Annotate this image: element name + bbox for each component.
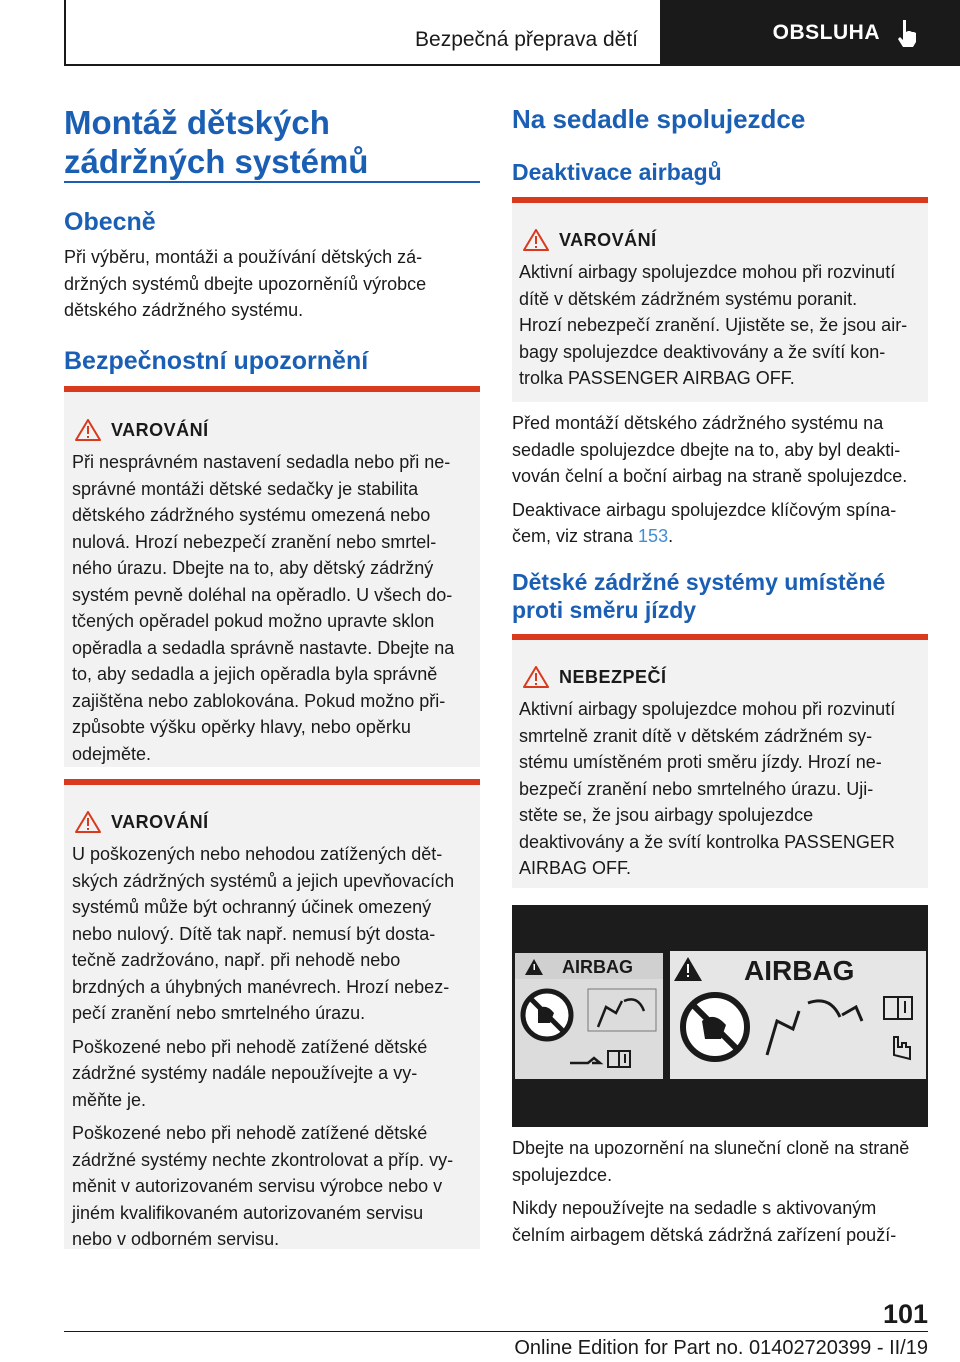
- footer-edition: Online Edition for Part no. 01402720399 - II/19: [514, 1337, 928, 1359]
- danger-title: NEBEZPEČÍ: [559, 667, 667, 687]
- warning-title: VAROVÁNÍ: [111, 812, 209, 832]
- paragraph: Dbejte na upozornění na sluneční cloně na straně spolujezdce. Nikdy nepoužívejte na sedadle s aktivovaným čelním airbagem dětská zádržná zařízení použí‐: [512, 1138, 910, 1245]
- warning-box: [64, 779, 480, 1249]
- general-heading: Obecně: [64, 208, 156, 236]
- warning-text: Při nesprávném nastavení sedadla nebo při ne‐ správné montáži dětské sedačky je stabilita dětského zádržného systému omezená nebo nulová. Hrozí nebezpečí zranění nebo smrtel‐ ného úrazu. Dbejte na to, aby dětský zádržný systém pevně doléhal na opěradlo. U všech do‐ tčených opěradel pokud možno upravte sklon opěradla a sedadla správně nastavte. Dbejte na to, aby sedadla a jejich opěradla byla správně zajištěna nebo zablokována. Pokud možno při‐ způsobte výšku opěrky hlavy, nebo opěrku odejměte.: [72, 452, 455, 764]
- section-subheading: Deaktivace airbagů: [512, 159, 722, 185]
- warning-text: U poškozených nebo nehodou zatížených dět‐ ských zádržných systémů a jejich upevňovacích systémů může být ochranný účinek omezený nebo nulový. Dítě tak např. nemusí být dosta‐ tečně zadržováno, např. při nehodě nebo brzdných a úhybných manévrech. Hrozí nebez‐ pečí zranění nebo smrtelného úrazu. Poškozené nebo při nehodě zatížené dětské zádržné systémy nadále nepoužívejte a vy‐ měňte je. Poškozené nebo při nehodě zatížené dětské zádržné systémy nechte zkontrolovat a příp. vy‐ měnit v autorizovaném servisu výrobce nebo v jiném kvalifikovaném autorizovaném servisu nebo v odborném servisu.: [72, 844, 455, 1249]
- title-rule: [64, 181, 480, 183]
- safety-heading: Bezpečnostní upozornění: [64, 347, 369, 375]
- warning-title: VAROVÁNÍ: [111, 420, 209, 440]
- section-title: Na sedadle spolujezdce: [512, 104, 806, 134]
- warning-text: Aktivní airbagy spolujezdce mohou při rozvinutí dítě v dětském zádržném systému poranit. Hrozí nebezpečí zranění. Ujistěte se, že jsou air‐ bagy spolujezdce deaktivovány a že svítí kon‐ trolka PASSENGER AIRBAG OFF.: [519, 262, 908, 388]
- airbag-label-photo: [512, 905, 928, 1127]
- footer-rule: [64, 1331, 928, 1332]
- header-rule-vertical: [64, 0, 66, 66]
- danger-box: [512, 634, 928, 888]
- paragraph: Před montáží dětského zádržného systému na sedadle spolujezdce dbejte na to, aby byl deakti‐ vován čelní a boční airbag na straně spolujezdce. Deaktivace airbagu spolujezdce klíčovým spína‐ čem, viz strana 153.: [512, 413, 908, 546]
- warning-triangle-icon: [75, 811, 101, 833]
- header-section-title: Bezpečná přeprava dětí: [415, 28, 638, 51]
- danger-text: Aktivní airbagy spolujezdce mohou při rozvinutí smrtelně zranit dítě v dětském zádržném sy‐ stému umístěném proti směru jízdy. Hrozí ne‐ bezpečí zranění nebo smrtelného úrazu. Uji‐ stěte se, že jsou airbagy spolujezdce deaktivovány a že svítí kontrolka PASSENGER AIRBAG OFF.: [519, 699, 896, 878]
- chapter-label: OBSLUHA: [772, 21, 880, 44]
- pointing-hand-icon: [894, 18, 920, 48]
- warning-box: [512, 197, 928, 402]
- warning-triangle-icon: [523, 666, 549, 688]
- page-title: Montáž dětských zádržných systémů: [64, 104, 369, 180]
- airbag-label-large-text: AIRBAG: [744, 955, 855, 986]
- general-paragraph: Při výběru, montáži a používání dětských zá‐ držných systémů dbejte upozorněníů výrobce dětského zádržného systému.: [64, 247, 427, 320]
- header-chapter-tab[interactable]: [660, 0, 960, 66]
- warning-triangle-icon: [75, 419, 101, 441]
- page-reference-link[interactable]: 153: [638, 526, 669, 546]
- page-number: 101: [882, 1299, 928, 1329]
- airbag-labels-illustration: [512, 905, 928, 1127]
- header-rule-bottom: [64, 64, 660, 66]
- warning-box: [64, 386, 480, 767]
- warning-title: VAROVÁNÍ: [559, 230, 657, 250]
- section-subheading: Dětské zádržné systémy umístěné proti směru jízdy: [512, 569, 886, 623]
- warning-triangle-icon: [523, 229, 549, 251]
- airbag-label-small-text: AIRBAG: [562, 957, 633, 977]
